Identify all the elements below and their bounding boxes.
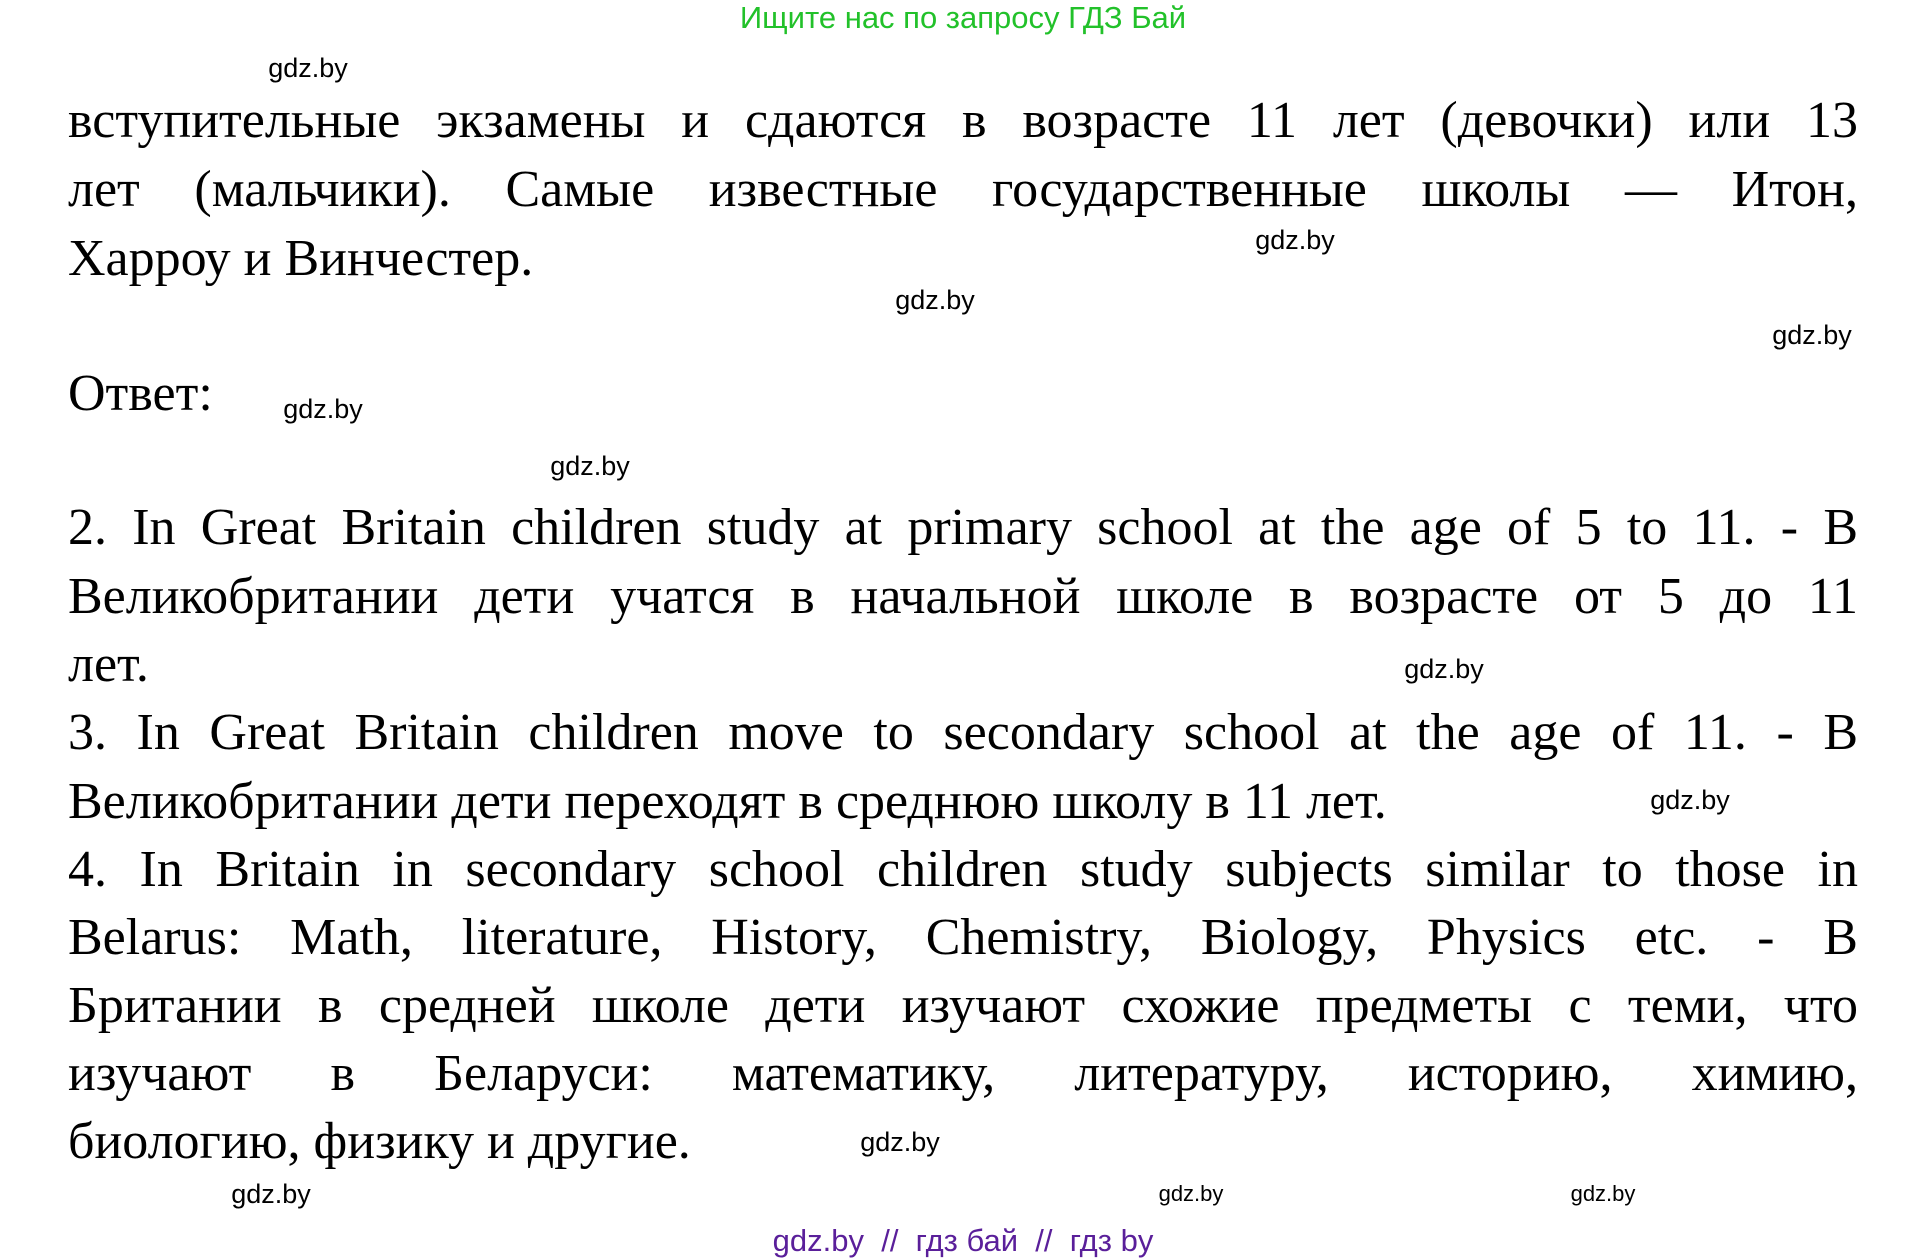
answer-4-line: изучают в Беларуси: математику, литературу, историю, химию,: [68, 1045, 1858, 1102]
intro-line: вступительные экзамены и сдаются в возрасте 11 лет (девочки) или 13: [68, 92, 1858, 149]
watermark: gdz.by: [1650, 785, 1730, 815]
watermark: gdz.by: [1404, 654, 1484, 684]
answer-label: Ответ:: [68, 365, 213, 422]
watermark: gdz.by: [1570, 1181, 1636, 1206]
answer-4-line: Британии в средней школе дети изучают схожие предметы с теми, что: [68, 977, 1858, 1034]
watermark: gdz.by: [550, 451, 630, 481]
answer-2-line: 2. In Great Britain children study at primary school at the age of 5 to 11. - В: [68, 499, 1858, 556]
answer-2-line: лет.: [68, 636, 149, 693]
watermark: gdz.by: [1772, 320, 1852, 350]
watermark: gdz.by: [268, 53, 348, 83]
answer-3-line: Великобритании дети переходят в среднюю школу в 11 лет.: [68, 773, 1387, 830]
answer-2-line: Великобритании дети учатся в начальной школе в возрасте от 5 до 11: [68, 568, 1858, 625]
watermark: gdz.by: [231, 1179, 311, 1209]
answer-4-line: Belarus: Math, literature, History, Chemistry, Biology, Physics etc. - В: [68, 909, 1858, 966]
answer-4-line: 4. In Britain in secondary school children study subjects similar to those in: [68, 841, 1858, 898]
intro-line: лет (мальчики). Самые известные государственные школы — Итон,: [68, 161, 1858, 218]
watermark: gdz.by: [895, 285, 975, 315]
footer-links: gdz.by // гдз бай // гдз by: [772, 1223, 1154, 1258]
answer-3-line: 3. In Great Britain children move to secondary school at the age of 11. - В: [68, 704, 1858, 761]
watermark: gdz.by: [1255, 225, 1335, 255]
watermark: gdz.by: [1158, 1181, 1224, 1206]
watermark: gdz.by: [860, 1127, 940, 1157]
answer-4-line: биологию, физику и другие.: [68, 1113, 691, 1170]
search-banner: Ищите нас по запросу ГДЗ Бай: [739, 0, 1187, 35]
watermark: gdz.by: [283, 394, 363, 424]
intro-line: Харроу и Винчестер.: [68, 230, 534, 287]
